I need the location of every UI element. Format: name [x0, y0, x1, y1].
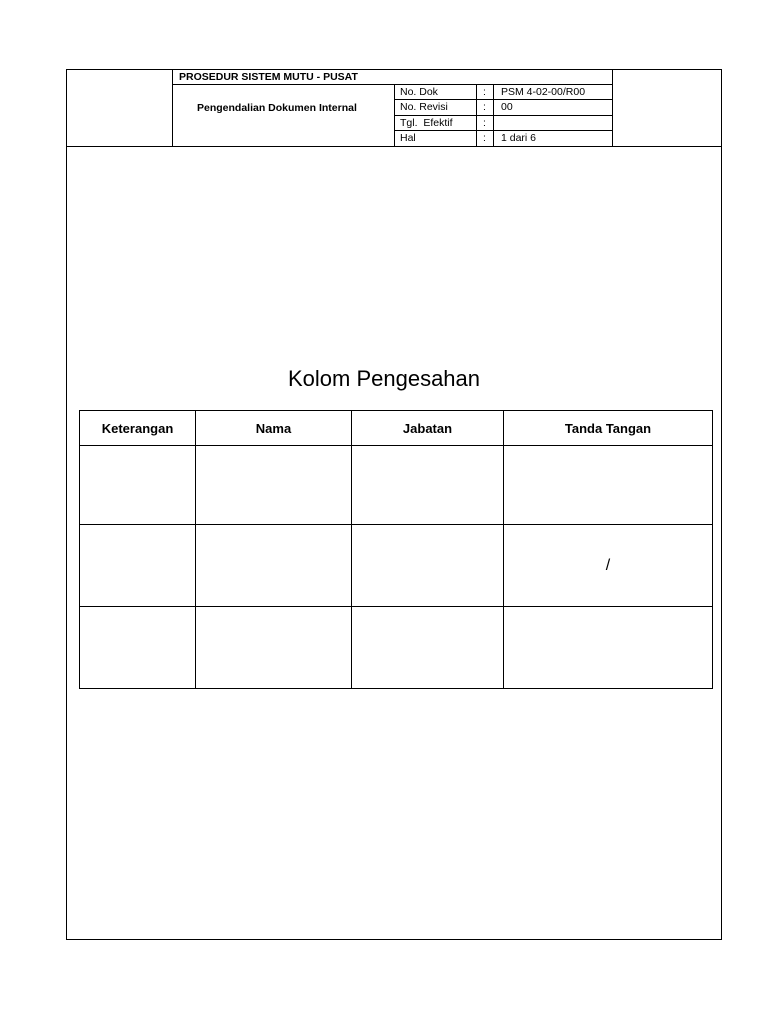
table-row [80, 525, 713, 607]
col-keterangan: Keterangan [80, 411, 196, 446]
cell-jabatan [352, 525, 504, 607]
signature-mark: / [605, 556, 611, 574]
meta-label-tgl-efektif: Tgl. Efektif [400, 117, 453, 129]
table-row [80, 446, 713, 525]
cell-nama [196, 607, 352, 689]
approval-header-row [80, 411, 713, 446]
document-title: Pengendalian Dokumen Internal [197, 102, 357, 114]
table-row [80, 607, 713, 689]
meta-sep-no-revisi: : [483, 101, 486, 113]
approval-title: Kolom Pengesahan [287, 366, 481, 391]
meta-sep-tgl-efektif: : [483, 117, 486, 129]
system-title: PROSEDUR SISTEM MUTU - PUSAT [179, 71, 358, 83]
cell-tanda-tangan [504, 607, 713, 689]
cell-keterangan [80, 525, 196, 607]
meta-label-no-dok: No. Dok [400, 86, 438, 98]
meta-value-no-dok: PSM 4-02-00/R00 [501, 86, 586, 98]
meta-label-hal: Hal [400, 132, 416, 144]
cell-nama [196, 525, 352, 607]
col-jabatan: Jabatan [352, 411, 504, 446]
col-nama: Nama [196, 411, 352, 446]
cell-jabatan [352, 446, 504, 525]
col-tanda-tangan: Tanda Tangan [504, 411, 713, 446]
cell-keterangan [80, 446, 196, 525]
meta-value-no-revisi: 00 [501, 101, 513, 113]
meta-sep-hal: : [483, 132, 486, 144]
cell-tanda-tangan [504, 525, 713, 607]
approval-table [79, 410, 713, 689]
cell-jabatan [352, 607, 504, 689]
header-left-divider [172, 69, 173, 147]
meta-label-no-revisi: No. Revisi [400, 101, 448, 113]
header-right-divider [612, 69, 613, 147]
meta-value-hal: 1 dari 6 [501, 132, 537, 144]
cell-nama [196, 446, 352, 525]
meta-sep-no-dok: : [483, 86, 486, 98]
cell-tanda-tangan [504, 446, 713, 525]
cell-keterangan [80, 607, 196, 689]
